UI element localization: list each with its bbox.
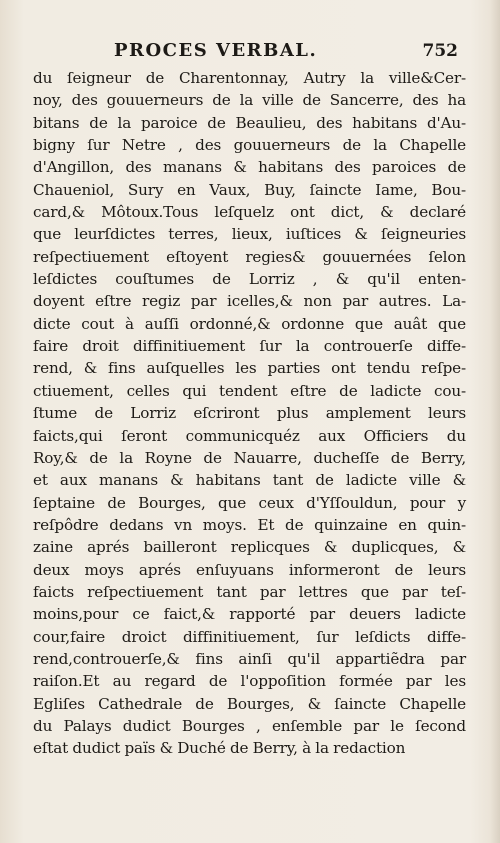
body-text [33,67,466,760]
text-line: cour,faire droict diffinitiuement, ſur leſdicts diffe- [33,627,466,646]
text-line: ctiuement, celles qui tendent eſtre de ladicte cou- [33,381,466,400]
page-header [88,40,458,66]
text-line: et aux manans & habitans tant de ladicte ville & [33,471,466,490]
text-line: Egliſes Cathedrale de Bourges, & ſaincte Chapelle [33,694,466,713]
page-number: 752 [422,41,458,61]
text-line: rend,controuerſe,& fins ainſi qu'il appartiẽdra par [33,649,466,668]
text-line: faicts,qui ſeront communicquéz aux Officiers du [33,426,466,445]
text-line: reſpôdre dedans vn moys. Et de quinzaine en quin- [33,515,466,534]
text-line: bigny ſur Netre , des gouuerneurs de la Chapelle [33,136,466,155]
text-line: du Palays dudict Bourges , enſemble par le ſecond [33,716,466,735]
text-line: zaine aprés bailleront replicques & duplicques, & [33,538,466,557]
text-line: card,& Môtoux.Tous leſquelz ont dict, & declaré [33,203,466,222]
text-line: rend, & fins auſquelles les parties ont tendu reſpe- [33,359,466,378]
text-line: ſtume de Lorriz eſcriront plus amplement leurs [33,404,466,423]
text-line: du ſeigneur de Charentonnay, Autry la ville&Cer- [33,69,466,87]
text-line: faicts reſpectiuement tant par lettres que par teſ- [33,582,466,601]
text-line: Chaueniol, Sury en Vaux, Buy, ſaincte Iame, Bou- [33,180,466,199]
text-line: d'Angillon, des manans & habitans des paroices de [33,158,466,177]
page-edge-shadow [490,0,500,843]
text-line: deux moys aprés enſuyuans informeront de leurs [33,560,466,579]
text-line: bitans de la paroice de Beaulieu, des habitans d'Au- [33,113,466,132]
text-line: dicte cout à auſſi ordonné,& ordonne que auât que [33,314,466,333]
text-line: que leurſdictes terres, lieux, iuſtices & ſeigneuries [33,225,466,244]
text-line: eſtat dudict païs & Duché de Berry, à la redaction [33,739,406,758]
text-line: moins,pour ce faict,& rapporté par deuers ladicte [33,605,466,624]
text-line: noy, des gouuerneurs de la ville de Sancerre, des ha [33,91,466,110]
text-line: ſeptaine de Bourges, que ceux d'Yſſouldun, pour y [33,493,466,512]
text-line: raiſon.Et au regard de l'oppoſition formée par les [33,672,466,691]
text-line: reſpectiuement eſtoyent regies& gouuernées ſelon [33,247,466,266]
running-head: PROCES VERBAL. [114,40,318,61]
text-line: doyent eſtre regiz par icelles,& non par autres. La- [33,292,466,311]
text-line: faire droit diffinitiuement ſur la controuerſe diffe- [33,337,466,356]
text-line: leſdictes couſtumes de Lorriz , & qu'il enten- [33,270,466,289]
text-line: Roy,& de la Royne de Nauarre, ducheſſe de Berry, [33,448,466,467]
